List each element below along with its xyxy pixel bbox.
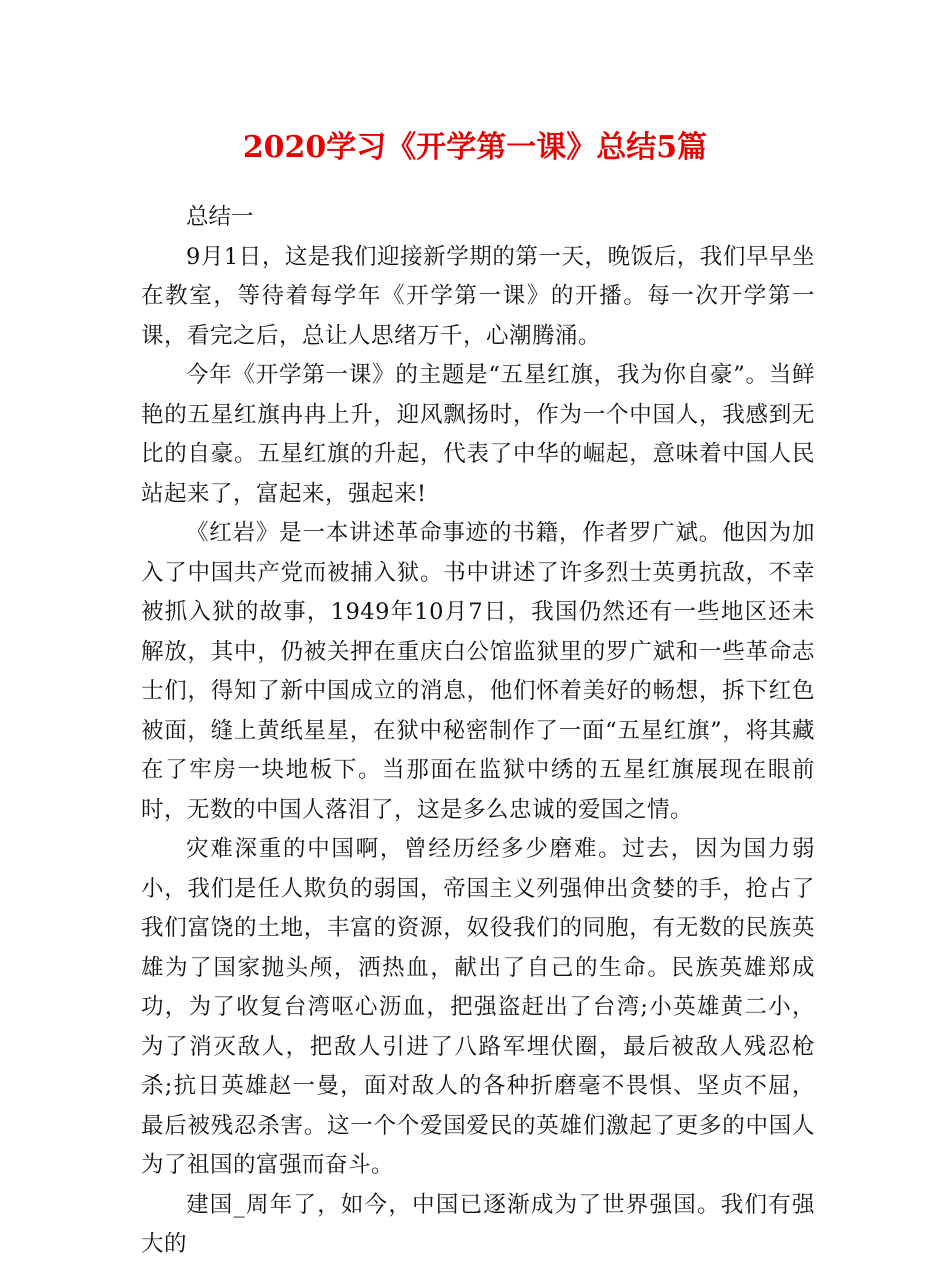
section-heading: 总结一: [186, 204, 254, 230]
document-body: [141, 198, 815, 1265]
paragraph-5: 建国_周年了，如今，中国已逐渐成为了世界强国。我们有强大的: [141, 1191, 815, 1257]
paragraph-2: 今年《开学第一课》的主题是“五星红旗，我为你自豪”。当鲜艳的五星红旗冉冉上升，迎风飘扬时，作为一个中国人，我感到无比的自豪。五星红旗的升起，代表了中华的崛起，意味着中国人民站起来了，富起来，强起来!: [141, 362, 815, 507]
paragraph-1: 9月1日，这是我们迎接新学期的第一天，晚饭后，我们早早坐在教室，等待着每学年《开学第一课》的开播。每一次开学第一课，看完之后，总让人思绪万千，心潮腾涌。: [141, 243, 815, 349]
paragraph-4: 灾难深重的中国啊，曾经历经多少磨难。过去，因为国力弱小，我们是任人欺负的弱国，帝国主义列强伸出贪婪的手，抢占了我们富饶的土地，丰富的资源，奴役我们的同胞，有无数的民族英雄为了国家抛头颅，洒热血，献出了自己的生命。民族英雄郑成功，为了收复台湾呕心沥血，把强盗赶出了台湾;小英雄黄二小，为了消灭敌人，把敌人引进了八路军埋伏圈，最后被敌人残忍枪杀;抗日英雄赵一曼，面对敌人的各种折磨毫不畏惧、坚贞不屈，最后被残忍杀害。这一个个爱国爱民的英雄们激起了更多的中国人为了祖国的富强而奋斗。: [141, 836, 815, 1178]
paragraph-3: 《红岩》是一本讲述革命事迹的书籍，作者罗广斌。他因为加入了中国共产党而被捕入狱。书中讲述了许多烈士英勇抗敌，不幸被抓入狱的故事，1949年10月7日，我国仍然还有一些地区还未解放，其中，仍被关押在重庆白公馆监狱里的罗广斌和一些革命志士们，得知了新中国成立的消息，他们怀着美好的畅想，拆下红色被面，缝上黄纸星星，在狱中秘密制作了一面“五星红旗”，将其藏在了牢房一块地板下。当那面在监狱中绣的五星红旗展现在眼前时，无数的中国人落泪了，这是多么忠诚的爱国之情。: [141, 520, 815, 823]
document-title: 2020学习《开学第一课》总结5篇: [242, 130, 708, 165]
